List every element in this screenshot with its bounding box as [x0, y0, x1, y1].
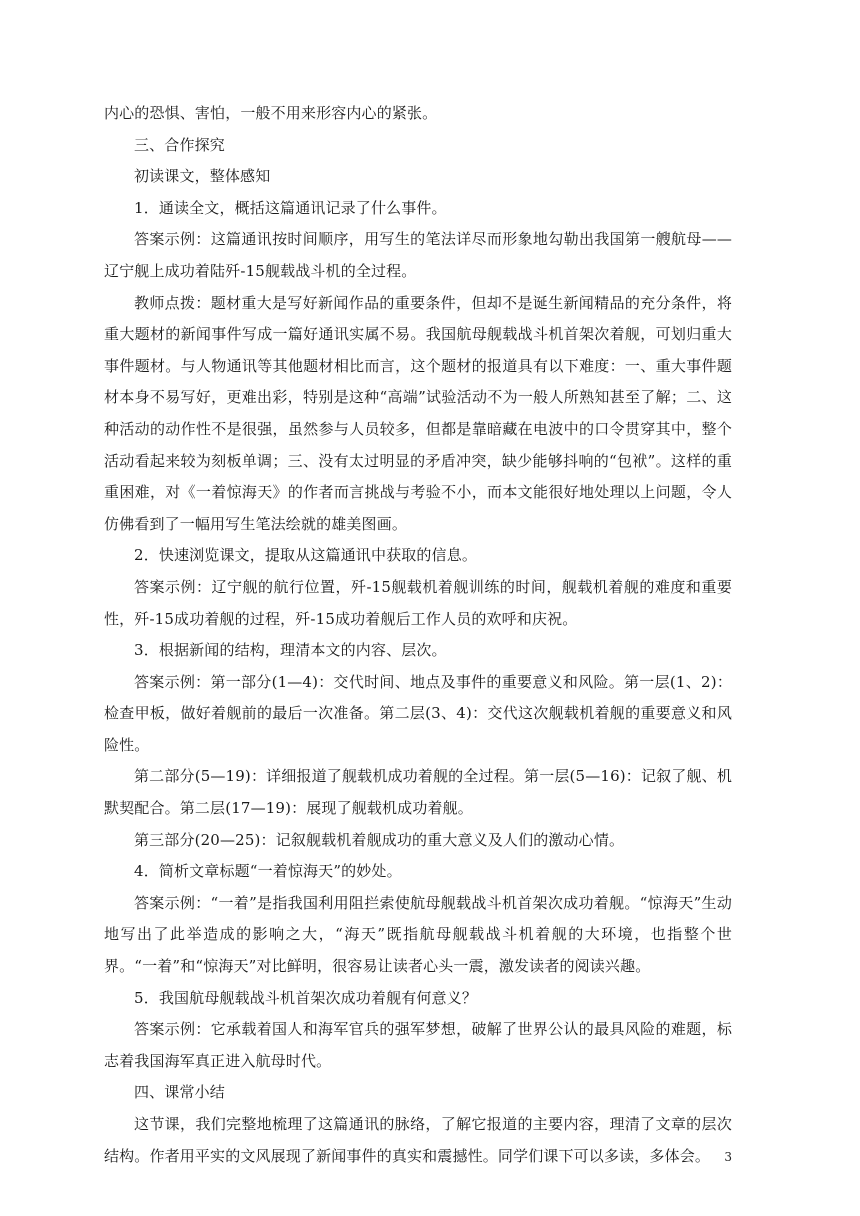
paragraph: 第二部分(5—19)：详细报道了舰载机成功着舰的全过程。第一层(5—16)：记叙了舰、机默契配合。第二层(17—19)：展现了舰载机成功着舰。	[104, 767, 732, 818]
question: 4．简析文章标题“一着惊海天”的妙处。	[134, 862, 402, 881]
answer-example: 答案示例：这篇通讯按时间顺序，用写生的笔法详尽而形象地勾勒出我国第一艘航母——辽宁舰上成功着陆歼-15舰载战斗机的全过程。	[104, 230, 732, 280]
question: 3．根据新闻的结构，理清本文的内容、层次。	[134, 641, 447, 660]
answer-example: 答案示例：辽宁舰的航行位置，歼-15舰载机着舰训练的时间，舰载机着舰的难度和重要性，歼-15成功着舰的过程，歼-15成功着舰后工作人员的欢呼和庆祝。	[104, 577, 732, 628]
page-number: 3	[724, 1150, 732, 1164]
answer-example: 答案示例：第一部分(1—4)：交代时间、地点及事件的重要意义和风险。第一层(1、2)：检查甲板，做好着舰前的最后一次准备。第二层(3、4)：交代这次舰载机着舰的重要意义和风险性。	[104, 672, 732, 754]
section-heading-cooperative-inquiry: 三、合作探究	[134, 135, 225, 154]
answer-example: 答案示例：它承载着国人和海军官兵的强军梦想，破解了世界公认的最具风险的难题，标志着我国海军真正进入航母时代。	[104, 1020, 732, 1070]
paragraph: 这节课，我们完整地梳理了这篇通讯的脉络，了解它报道的主要内容，理清了文章的层次结构。作者用平实的文风展现了新闻事件的真实和震撼性。同学们课下可以多读，多体会。	[104, 1115, 732, 1165]
document-body	[104, 98, 732, 1172]
subsection-heading: 初读课文，整体感知	[134, 167, 271, 186]
question: 1．通读全文，概括这篇通讯记录了什么事件。	[134, 198, 447, 217]
question: 2．快速浏览课文，提取从这篇通讯中获取的信息。	[134, 546, 477, 565]
question: 5．我国航母舰载战斗机首架次成功着舰有何意义？	[134, 988, 477, 1007]
paragraph: 第三部分(20—25)：记叙舰载机着舰成功的重大意义及人们的激动心情。	[134, 830, 625, 849]
paragraph: 内心的恐惧、害怕，一般不用来形容内心的紧张。	[104, 104, 438, 122]
answer-example: 答案示例：“一着”是指我国利用阻拦索使航母舰载战斗机首架次成功着舰。“惊海天”生动地写出了此举造成的影响之大，“海天”既指航母舰载战斗机着舰的大环境，也指整个世界。“一着”和“惊海天”对比鲜明，很容易让读者心头一震，激发读者的阅读兴趣。	[104, 893, 732, 976]
section-heading-summary: 四、课常小结	[134, 1083, 225, 1102]
teacher-note: 教师点拨：题材重大是写好新闻作品的重要条件，但却不是诞生新闻精品的充分条件，将重大题材的新闻事件写成一篇好通讯实属不易。我国航母舰载战斗机首架次着舰，可划归重大事件题材。与人物通讯等其他题材相比而言，这个题材的报道具有以下难度：一、重大事件题材本身不易写好，更难出彩，特别是这种“高端”试验活动不为一般人所熟知甚至了解；二、这种活动的动作性不是很强，虽然参与人员较多，但都是靠暗藏在电波中的口令贯穿其中，整个活动看起来较为刻板单调；三、没有太过明显的矛盾冲突，缺少能够抖响的“包袱”。这样的重重困难，对《一着惊海天》的作者而言挑战与考验不小，而本文能很好地处理以上问题，令人仿佛看到了一幅用写生笔法绘就的雄美图画。	[104, 293, 732, 533]
